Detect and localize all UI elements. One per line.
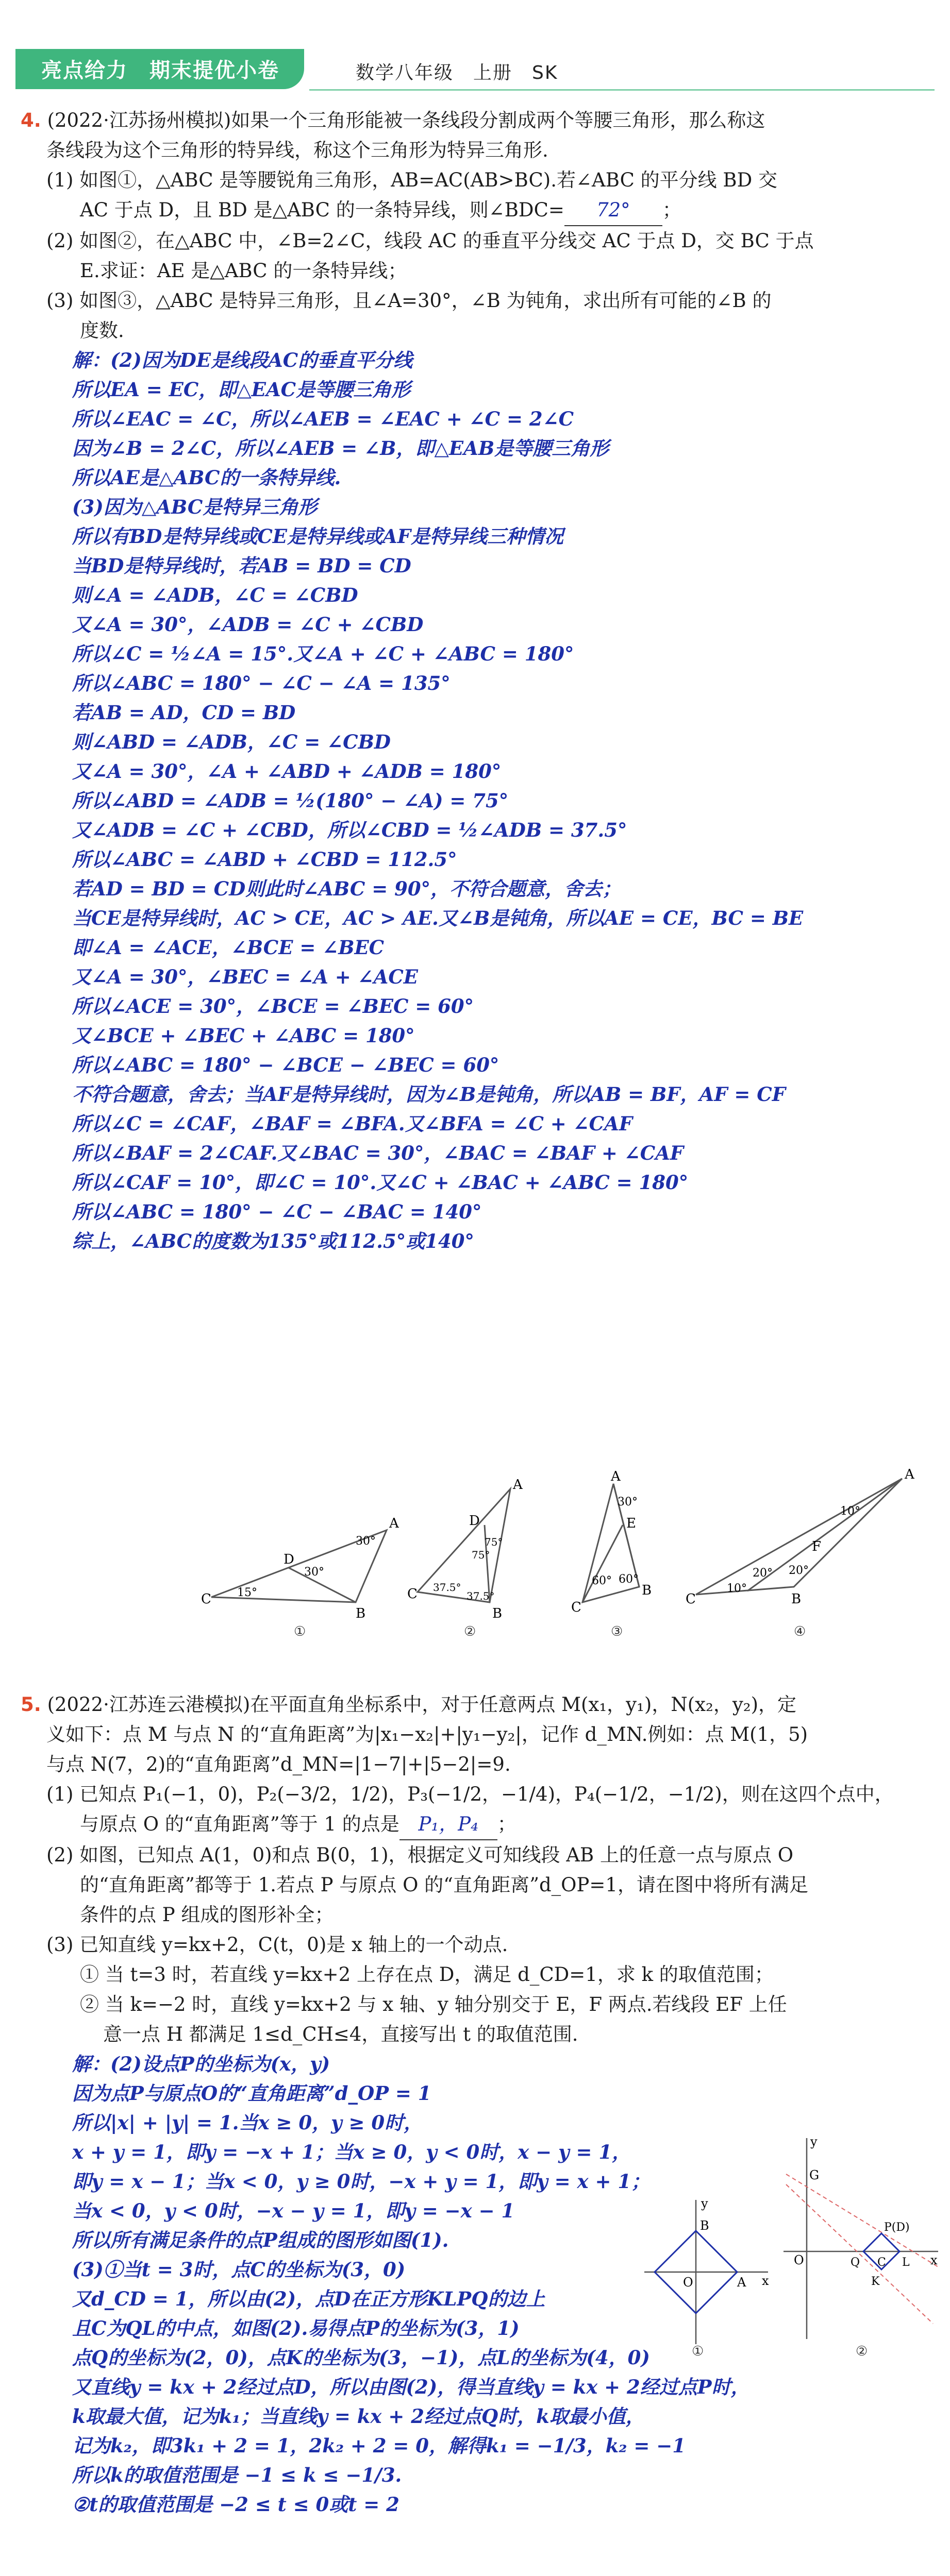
q4-part2-b: E.求证：AE 是△ABC 的一条特异线；	[80, 260, 407, 282]
angle-label: 60°	[619, 1573, 639, 1586]
angle-label: 37.5°	[466, 1590, 495, 1602]
angle-label: 30°	[618, 1496, 638, 1509]
q5-part2-b: 的“直角距离”都等于 1.若点 P 与原点 O 的“直角距离”d_OP=1，请在图中将所有满足	[80, 1874, 808, 1896]
label-B: B	[642, 1583, 652, 1598]
origin-O: O	[683, 2275, 693, 2290]
q4-stem-1: 4. (2022·江苏扬州模拟)如果一个三角形能被一条线段分割成两个等腰三角形，那么称这	[21, 109, 765, 131]
header-title: 亮点给力 期末提优小卷	[41, 59, 279, 82]
q4-sol-line: 所以∠ABD = ∠ADB = ½(180° − ∠A) = 75°	[72, 789, 509, 812]
q5-figure-2	[778, 2133, 943, 2360]
q4-sol-line: 所以∠C = ½∠A = 15°.又∠A + ∠C + ∠ABC = 180°	[72, 642, 574, 665]
label-B: B	[492, 1606, 503, 1621]
angle-label: 30°	[356, 1535, 376, 1548]
q5-sol-line: 又d_CD = 1，所以由(2)，点D在正方形KLPQ的边上	[72, 2287, 545, 2310]
q4-part1-answer: 72°	[564, 195, 662, 226]
label-C: C	[201, 1591, 211, 1607]
q4-number: 4.	[21, 109, 41, 131]
label-F: F	[812, 1539, 822, 1554]
q5-part3-a: (3) 已知直线 y=kx+2，C(t，0)是 x 轴上的一个动点.	[46, 1934, 508, 1956]
q4-solution	[21, 346, 928, 1256]
q4-figure-1	[201, 1468, 397, 1638]
q5-part3-1: ① 当 t=3 时，若直线 y=kx+2 上存在点 D，满足 d_CD=1，求 k 的取值范围；	[80, 1963, 774, 1986]
figure-caption: ②	[464, 1624, 476, 1639]
label-A: A	[905, 1467, 914, 1482]
label-A: A	[737, 2275, 746, 2290]
q4-sol-line: 解：(2)因为DE是线段AC的垂直平分线	[72, 349, 413, 371]
axis-x: x	[762, 2274, 769, 2288]
q4-sol-line: 所以AE是△ABC的一条特异线.	[72, 466, 341, 489]
q4-sol-line: 当CE是特异线时，AC > CE，AC > AE.又∠B是钝角，所以AE = CE，BC = BE	[72, 907, 804, 929]
q4-figure-3	[562, 1468, 675, 1638]
q4-sol-line: 所以∠ABC = ∠ABD + ∠CBD = 112.5°	[72, 848, 457, 871]
angle-label: 75°	[485, 1536, 503, 1548]
q4-part1-a: (1) 如图①，△ABC 是等腰锐角三角形，AB=AC(AB>BC).若∠ABC 的平分线 BD 交	[46, 169, 778, 191]
angle-label: 15°	[237, 1586, 257, 1599]
q4-sol-line: 即∠A = ∠ACE，∠BCE = ∠BEC	[72, 936, 385, 959]
header-rule	[309, 89, 935, 91]
q5-sol-line: x + y = 1，即y = −x + 1；当x ≥ 0，y < 0时，x − y = 1，	[72, 2141, 631, 2163]
label-L: L	[902, 2256, 910, 2269]
label-A: A	[389, 1516, 399, 1531]
label-C: C	[686, 1591, 696, 1607]
q4-sol-line: 又∠A = 30°，∠A + ∠ABD + ∠ADB = 180°	[72, 760, 502, 783]
q5-figure-1	[634, 2195, 778, 2360]
q5-stem-2: 义如下：点 M 与点 N 的“直角距离”为|x₁−x₂|+|y₁−y₂|，记作 d_MN.例如：点 M(1，5)	[46, 1723, 808, 1745]
header-subtitle: 数学八年级 上册 SK	[356, 62, 558, 83]
figure-caption: ②	[856, 2344, 868, 2359]
q4-sol-line: 若AD = BD = CD则此时∠ABC = 90°，不符合题意，舍去；	[72, 877, 622, 900]
q5-part3-2b: 意一点 H 都满足 1≤d_CH≤4，直接写出 t 的取值范围.	[103, 2023, 578, 2045]
q5-sol-line: 所以k的取值范围是 −1 ≤ k ≤ −1/3.	[72, 2464, 402, 2486]
q5-sol-line: 因为点P与原点O的“直角距离”d_OP = 1	[72, 2082, 431, 2105]
q4-sol-line: 又∠BCE + ∠BEC + ∠ABC = 180°	[72, 1024, 415, 1047]
figure-caption: ④	[794, 1624, 806, 1639]
q4-sol-line: 所以EA = EC，即△EAC是等腰三角形	[72, 378, 411, 401]
q5-sol-line: 当x < 0，y < 0时，−x − y = 1，即y = −x − 1	[72, 2199, 515, 2222]
label-D: D	[284, 1552, 294, 1567]
angle-label: 30°	[304, 1566, 324, 1579]
label-C: C	[571, 1600, 581, 1615]
q5-sol-line: 记为k₂，即3k₁ + 2 = 1，2k₂ + 2 = 0，解得k₁ = −1/3，k₂ = −1	[72, 2434, 686, 2457]
q5-stem-1: 5. (2022·江苏连云港模拟)在平面直角坐标系中，对于任意两点 M(x₁，y₁)，N(x₂，y₂)，定	[21, 1693, 797, 1716]
label-B: B	[791, 1591, 802, 1607]
q5-part2-c: 条件的点 P 组成的图形补全；	[80, 1904, 334, 1926]
q4-sol-line: 因为∠B = 2∠C，所以∠AEB = ∠B，即△EAB是等腰三角形	[72, 437, 609, 460]
figure-caption: ①	[692, 2344, 704, 2359]
label-PD: P(D)	[884, 2221, 910, 2234]
label-G: G	[809, 2168, 820, 2182]
angle-label: 20°	[753, 1567, 773, 1580]
q4-figures	[201, 1468, 923, 1643]
q4-sol-line: 若AB = AD，CD = BD	[72, 701, 296, 724]
q5-part3-2a: ② 当 k=−2 时，直线 y=kx+2 与 x 轴、y 轴分别交于 E，F 两点.若线段 EF 上任	[80, 1993, 787, 2015]
q4-sol-line: 所以∠CAF = 10°，即∠C = 10°.又∠C + ∠BAC + ∠ABC = 180°	[72, 1171, 689, 1194]
angle-label: 10°	[840, 1505, 860, 1518]
angle-label: 75°	[472, 1549, 490, 1561]
q5-sol-line: 且C为QL的中点，如图(2).易得点P的坐标为(3，1)	[72, 2317, 520, 2340]
angle-label: 37.5°	[433, 1581, 461, 1594]
q4-sol-line: 不符合题意，舍去；当AF是特异线时，因为∠B是钝角，所以AB = BF，AF = CF	[72, 1083, 786, 1106]
q5-sol-line: 又直线y = kx + 2经过点D，所以由图(2)，得当直线y = kx + 2经过点P时，	[72, 2376, 750, 2398]
question-5	[21, 1690, 928, 2519]
q5-sol-line: 解：(2)设点P的坐标为(x，y)	[72, 2053, 330, 2075]
q4-part3-b: 度数.	[80, 319, 124, 342]
q4-figure-2	[407, 1468, 541, 1638]
q5-part1-answer: P₁，P₄	[399, 1809, 497, 1840]
q4-sol-line: 又∠ADB = ∠C + ∠CBD，所以∠CBD = ½∠ADB = 37.5°	[72, 819, 627, 841]
q5-sol-line: 即y = x − 1；当x < 0，y ≥ 0时，−x + y = 1，即y = x + 1；	[72, 2170, 651, 2193]
q5-part2-a: (2) 如图，已知点 A(1，0)和点 B(0，1)，根据定义可知线段 AB 上的任意一点与原点 O	[46, 1844, 794, 1866]
header-banner	[15, 49, 304, 89]
q4-sol-line: 所以∠ABC = 180° − ∠BCE − ∠BEC = 60°	[72, 1054, 499, 1076]
label-A: A	[513, 1477, 523, 1493]
q5-sol-line: ②t的取值范围是 −2 ≤ t ≤ 0或t = 2	[72, 2493, 399, 2516]
label-Q: Q	[851, 2256, 860, 2269]
q5-sol-line: k取最大值，记为k₁；当直线y = kx + 2经过点Q时，k取最小值，	[72, 2405, 645, 2428]
axis-y: y	[701, 2196, 708, 2211]
q4-sol-line: 则∠ABD = ∠ADB，∠C = ∠CBD	[72, 731, 391, 753]
q4-sol-line: 则∠A = ∠ADB，∠C = ∠CBD	[72, 584, 358, 606]
q4-sol-line: 所以∠BAF = 2∠CAF.又∠BAC = 30°，∠BAC = ∠BAF + ∠CAF	[72, 1142, 684, 1164]
label-C: C	[407, 1586, 418, 1602]
figure-caption: ①	[294, 1624, 306, 1639]
angle-label: 60°	[592, 1574, 612, 1587]
q4-sol-line: 综上，∠ABC的度数为135°或112.5°或140°	[72, 1230, 474, 1252]
q5-stem-3: 与点 N(7，2)的“直角距离”d_MN=|1−7|+|5−2|=9.	[46, 1753, 511, 1775]
question-4	[21, 106, 928, 1256]
q4-sol-line: (3)因为△ABC是特异三角形	[72, 496, 318, 518]
origin-O: O	[794, 2253, 804, 2267]
axis-y: y	[810, 2134, 818, 2149]
q5-sol-line: 点Q的坐标为(2，0)，点K的坐标为(3，−1)，点L的坐标为(4，0)	[72, 2346, 650, 2369]
label-A: A	[611, 1469, 621, 1484]
q4-sol-line: 又∠A = 30°，∠ADB = ∠C + ∠CBD	[72, 613, 424, 636]
label-C: C	[877, 2256, 886, 2269]
q5-sol-line: 所以|x| + |y| = 1.当x ≥ 0，y ≥ 0时，	[72, 2111, 423, 2134]
q4-part2-a: (2) 如图②，在△ABC 中，∠B=2∠C，线段 AC 的垂直平分线交 AC 于点 D，交 BC 于点	[46, 230, 814, 252]
label-D: D	[469, 1513, 480, 1529]
q5-sol-line: (3)①当t = 3时，点C的坐标为(3，0)	[72, 2258, 406, 2281]
label-B: B	[700, 2218, 709, 2233]
q4-sol-line: 所以∠ACE = 30°，∠BCE = ∠BEC = 60°	[72, 995, 474, 1018]
page-header	[0, 49, 950, 95]
q5-sol-line: 所以所有满足条件的点P组成的图形如图(1).	[72, 2229, 449, 2251]
label-B: B	[356, 1606, 366, 1621]
q4-figure-4	[686, 1468, 923, 1638]
figure-caption: ③	[611, 1624, 623, 1639]
q4-sol-line: 所以有BD是特异线或CE是特异线或AF是特异线三种情况	[72, 525, 563, 548]
q4-stem-2: 条线段为这个三角形的特异线，称这个三角形为特异三角形.	[46, 139, 548, 161]
angle-label: 10°	[727, 1582, 747, 1595]
q4-sol-line: 所以∠ABC = 180° − ∠C − ∠BAC = 140°	[72, 1200, 482, 1223]
q4-sol-line: 所以∠ABC = 180° − ∠C − ∠A = 135°	[72, 672, 451, 694]
q4-sol-line: 所以∠C = ∠CAF，∠BAF = ∠BFA.又∠BFA = ∠C + ∠CAF	[72, 1112, 633, 1135]
q5-part1-a: (1) 已知点 P₁(−1，0)，P₂(−3/2，1/2)，P₃(−1/2，−1/4)，P₄(−1/2，−1/2)，则在这四个点中，	[46, 1783, 894, 1805]
q4-sol-line: 所以∠EAC = ∠C，所以∠AEB = ∠EAC + ∠C = 2∠C	[72, 408, 574, 430]
q5-number: 5.	[21, 1693, 41, 1716]
label-K: K	[871, 2275, 880, 2288]
q4-sol-line: 又∠A = 30°，∠BEC = ∠A + ∠ACE	[72, 965, 418, 988]
angle-label: 20°	[789, 1564, 809, 1577]
axis-x: x	[930, 2253, 938, 2267]
q4-part1-b: AC 于点 D，且 BD 是△ABC 的一条特异线，则∠BDC= 72° ；	[21, 195, 928, 226]
q4-part3-a: (3) 如图③，△ABC 是特异三角形，且∠A=30°，∠B 为钝角，求出所有可能的∠B 的	[46, 290, 772, 312]
q5-part1-b: 与原点 O 的“直角距离”等于 1 的点是 P₁，P₄ ；	[21, 1809, 928, 1840]
label-E: E	[626, 1516, 636, 1531]
q4-sol-line: 当BD是特异线时，若AB = BD = CD	[72, 554, 411, 577]
